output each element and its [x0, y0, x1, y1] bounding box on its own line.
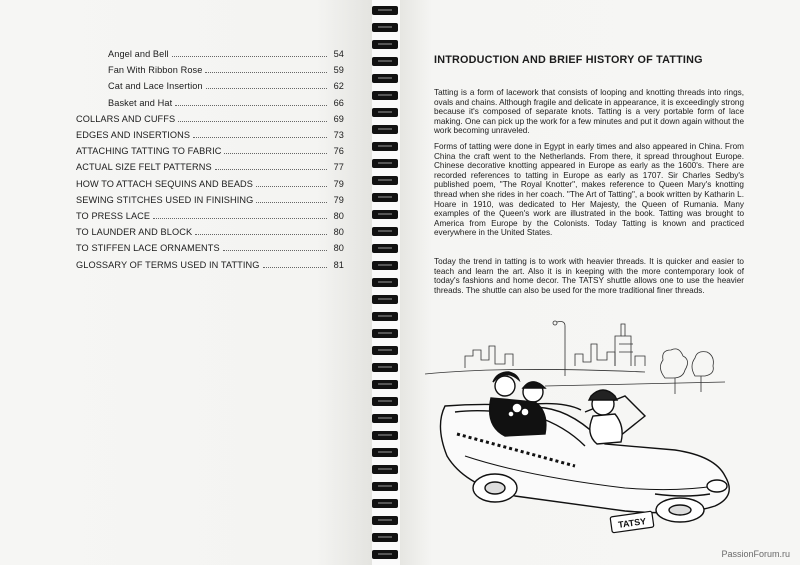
toc-entry-title: EDGES AND INSERTIONS — [76, 130, 191, 141]
toc-leader-dots — [263, 258, 327, 268]
spiral-binding — [372, 0, 400, 565]
toc-entry — [76, 143, 344, 159]
toc-entry — [76, 159, 344, 175]
binding-coil — [372, 465, 398, 474]
binding-coil — [372, 244, 398, 253]
toc-entry-page: 69 — [333, 113, 344, 124]
toc-entry-title: Fan With Ribbon Rose — [108, 65, 203, 76]
toc-entry — [76, 46, 344, 62]
toc-entry — [76, 257, 344, 273]
license-plate-text: TATSY — [617, 516, 647, 530]
toc-entry — [76, 192, 344, 208]
toc-entry-page: 59 — [333, 65, 344, 76]
toc-entry — [76, 240, 344, 256]
toc-leader-dots — [178, 112, 327, 122]
binding-coil — [372, 550, 398, 559]
toc-entry-page: 80 — [333, 227, 344, 238]
toc-leader-dots — [256, 193, 327, 203]
binding-coil — [372, 193, 398, 202]
binding-coil — [372, 312, 398, 321]
binding-coil — [372, 125, 398, 134]
toc-leader-dots — [223, 241, 327, 251]
toc-entry-page: 80 — [333, 243, 344, 254]
binding-coil — [372, 261, 398, 270]
toc-entry-page: 77 — [333, 162, 344, 173]
toc-entry — [76, 95, 344, 111]
binding-coil — [372, 533, 398, 542]
toc-entry-page: 79 — [333, 194, 344, 205]
binding-coil — [372, 74, 398, 83]
toc-entry-title: SEWING STITCHES USED IN FINISHING — [76, 194, 254, 205]
toc-entry-title: TO PRESS LACE — [76, 211, 151, 222]
watermark: PassionForum.ru — [721, 549, 790, 559]
toc-entry-title: Basket and Hat — [108, 97, 173, 108]
binding-coil — [372, 363, 398, 372]
binding-coil — [372, 499, 398, 508]
binding-coil — [372, 6, 398, 15]
article-paragraph-3: Today the trend in tatting is to work with heavier threads. It is quicker and easier to teach and learn the art. Also it is in keeping with the more contemporary look of today's fashions and home decor. The TATSY shuttle allows one to use the heavier threads. The shuttle can also be used for the more traditional finer threads. — [434, 257, 744, 295]
toc-entry-title: TO LAUNDER AND BLOCK — [76, 227, 193, 238]
toc-entry-page: 79 — [333, 178, 344, 189]
binding-coil — [372, 108, 398, 117]
binding-coil — [372, 40, 398, 49]
toc-entry-page: 54 — [333, 49, 344, 59]
toc-leader-dots — [195, 225, 327, 235]
toc-leader-dots — [224, 144, 327, 154]
toc-leader-dots — [193, 128, 327, 138]
binding-coil — [372, 448, 398, 457]
binding-coil — [372, 295, 398, 304]
toc-entry-title: Cat and Lace Insertion — [108, 81, 203, 92]
binding-coil — [372, 23, 398, 32]
car-illustration — [425, 316, 755, 548]
binding-coil — [372, 516, 398, 525]
toc-entry — [76, 176, 344, 192]
binding-coil — [372, 329, 398, 338]
toc-entry-page: 76 — [333, 146, 344, 157]
binding-coil — [372, 380, 398, 389]
binding-coil — [372, 278, 398, 287]
binding-coil — [372, 414, 398, 423]
article-paragraph-1: Tatting is a form of lacework that consists of looping and knotting threads into rings, ovals and chains. Although fragile and delicate in appearance, it is exceedingly strong because it's composed of separate knots. Tatting is a very portable form of lace making. One can pick up the work for a few minutes and put it down again without the work becoming unraveled. — [434, 88, 744, 136]
binding-coil — [372, 159, 398, 168]
toc-leader-dots — [206, 79, 327, 89]
toc-leader-dots — [205, 63, 327, 73]
convertible-car — [440, 372, 729, 522]
toc-leader-dots — [215, 160, 327, 170]
toc-entry-title: Angel and Bell — [108, 49, 169, 59]
toc-leader-dots — [153, 209, 327, 219]
left-page — [0, 0, 372, 565]
toc-entry-page: 66 — [333, 97, 344, 108]
license-plate — [610, 511, 654, 533]
toc-entry-title: TO STIFFEN LACE ORNAMENTS — [76, 243, 220, 254]
toc-leader-dots — [172, 47, 327, 57]
toc-leader-dots — [256, 177, 327, 187]
binding-coil — [372, 142, 398, 151]
article-heading: INTRODUCTION AND BRIEF HISTORY OF TATTING — [434, 54, 703, 66]
city-skyline — [425, 321, 725, 394]
toc-entry-page: 62 — [333, 81, 344, 92]
toc-entry-page: 81 — [333, 259, 344, 270]
binding-coil — [372, 346, 398, 355]
binding-coil — [372, 482, 398, 491]
toc-entry-page: 80 — [333, 211, 344, 222]
toc-entry — [76, 78, 344, 94]
toc-entry-title: ACTUAL SIZE FELT PATTERNS — [76, 162, 212, 173]
toc-entry-title: ATTACHING TATTING TO FABRIC — [76, 146, 222, 157]
toc-entry-page: 73 — [333, 130, 344, 141]
binding-coil — [372, 227, 398, 236]
toc-entry-title: GLOSSARY OF TERMS USED IN TATTING — [76, 259, 260, 270]
toc-entry — [76, 127, 344, 143]
toc-entry-title: HOW TO ATTACH SEQUINS AND BEADS — [76, 178, 254, 189]
binding-coil — [372, 210, 398, 219]
binding-coil — [372, 176, 398, 185]
binding-coil — [372, 57, 398, 66]
binding-coil — [372, 397, 398, 406]
binding-coil — [372, 91, 398, 100]
binding-coil — [372, 431, 398, 440]
toc-entry — [76, 224, 344, 240]
toc-entry-title: COLLARS AND CUFFS — [76, 113, 176, 124]
article-paragraph-2: Forms of tatting were done in Egypt in early times and also appeared in China. From China the craft went to the Netherlands. From there, it spread throughout Europe. Chinese decorative knotting appeared in Europe as early as the 1600's. There are recorded references to tatting in Europe as early as 1707. Sir Charles Sedby's published poem, "The Royal Knotter", makes reference to Queen Mary's knotting thread when she rides in her coach. "The Art of Tatting", a book written by Katharin L. Hoare in 1910, was dedicated to Her Majesty, the Queen of Rumania. Many examples of the Queen's work are illustrated in the book. Tatting was brought to America from Europe by the Colonists. Today Tatting is known and practiced everywhere in the United States. — [434, 142, 744, 238]
toc-entry — [76, 111, 344, 127]
toc-entry — [76, 208, 344, 224]
toc-entry — [76, 62, 344, 78]
table-of-contents — [76, 46, 344, 273]
toc-leader-dots — [175, 96, 327, 106]
